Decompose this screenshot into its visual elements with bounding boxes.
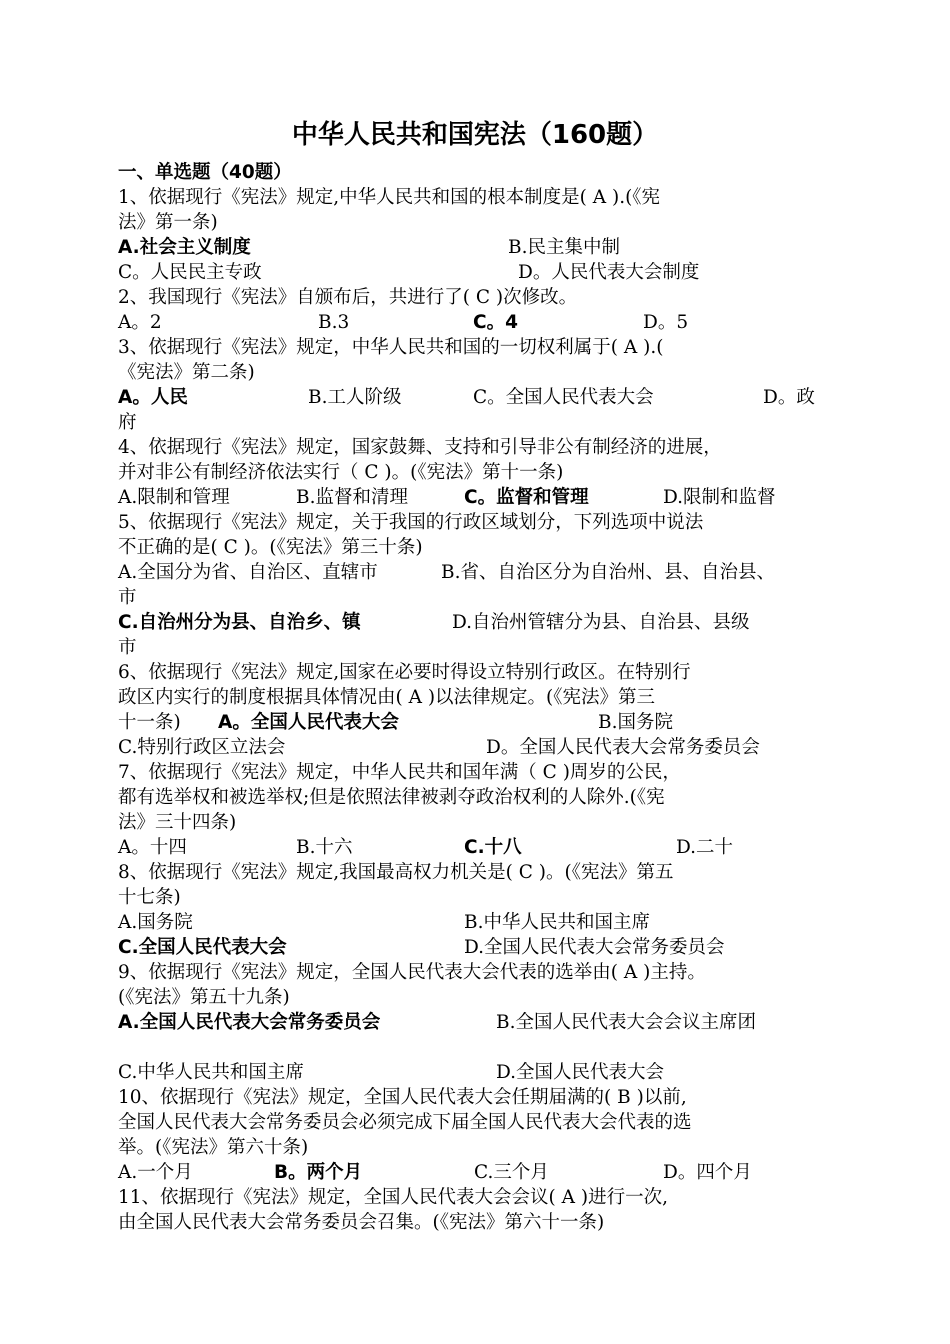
q8-option-a: A.国务院 [118,912,193,933]
q4-option-b: B.监督和清理 [296,487,408,508]
question-4-line-2: 并对非公有制经济依法实行（ C )。(《宪法》第十一条) [118,462,564,483]
question-7-line-1: 7、依据现行《宪法》规定，中华人民共和国年满（ C )周岁的公民， [118,762,681,783]
q4-option-c: C。监督和管理 [464,487,589,508]
question-6-line-1: 6、依据现行《宪法》规定,国家在必要时得设立特别行政区。在特别行 [118,662,691,683]
q5-option-b-wrap: 市 [118,587,137,608]
question-10-line-1: 10、依据现行《宪法》规定，全国人民代表大会任期届满的( B )以前, [118,1087,687,1108]
question-11-line-2: 由全国人民代表大会常务委员会召集。(《宪法》第六十一条) [118,1212,605,1233]
q1-option-a: A.社会主义制度 [118,237,251,258]
q8-option-c: C.全国人民代表大会 [118,937,287,958]
q3-option-c: C。全国人民代表大会 [473,387,654,408]
question-7-line-3: 法》三十四条) [118,812,237,833]
question-6-line-2: 政区内实行的制度根据具体情况由( A )以法律规定。(《宪法》第三 [118,687,656,708]
q10-option-a: A.一个月 [118,1162,193,1183]
q6-option-a: A。全国人民代表大会 [218,712,399,733]
question-7-line-2: 都有选举权和被选举权;但是依照法律被剥夺政治权利的人除外.(《宪 [118,787,665,808]
question-9-line-1: 9、依据现行《宪法》规定，全国人民代表大会代表的选举由( A )主持。 [118,962,706,983]
q2-option-b: B.3 [318,312,350,333]
q1-option-c: C。人民民主专政 [118,262,262,283]
q5-option-b: B.省、自治区分为自治州、县、自治县、 [441,562,775,583]
question-1-line-1: 1、依据现行《宪法》规定,中华人民共和国的根本制度是( A ).(《宪 [118,187,661,208]
question-6-line-3: 十一条) [118,712,181,733]
q4-option-d: D.限制和监督 [663,487,776,508]
q8-option-b: B.中华人民共和国主席 [464,912,650,933]
q3-option-d-wrap: 府 [118,412,137,433]
q9-option-b: B.全国人民代表大会会议主席团 [496,1012,756,1033]
q4-option-a: A.限制和管理 [118,487,230,508]
q9-option-c: C.中华人民共和国主席 [118,1062,304,1083]
page-title: 中华人民共和国宪法（160题） [291,120,659,150]
q10-option-b: B。两个月 [274,1162,363,1183]
q7-option-d: D.二十 [676,837,734,858]
q2-option-a: A。2 [118,312,162,333]
q5-option-d: D.自治州管辖分为县、自治县、县级 [452,612,750,633]
q9-option-a: A.全国人民代表大会常务委员会 [118,1012,381,1033]
q10-option-d: D。四个月 [663,1162,752,1183]
question-5-line-1: 5、依据现行《宪法》规定，关于我国的行政区域划分，下列选项中说法 [118,512,704,533]
q3-option-b: B.工人阶级 [308,387,402,408]
question-1-line-2: 法》第一条) [118,212,218,233]
question-9-line-2: (《宪法》第五十九条) [118,987,290,1008]
section-heading: 一、单选题（40题） [118,162,292,183]
q6-option-c: C.特别行政区立法会 [118,737,286,758]
question-2-line-1: 2、我国现行《宪法》自颁布后，共进行了( C )次修改。 [118,287,578,308]
question-5-line-2: 不正确的是( C )。(《宪法》第三十条) [118,537,423,558]
question-4-line-1: 4、依据现行《宪法》规定，国家鼓舞、支持和引导非公有制经济的进展， [118,437,722,458]
q3-option-a: A。人民 [118,387,188,408]
q7-option-b: B.十六 [296,837,353,858]
q5-option-d-wrap: 市 [118,637,137,658]
q8-option-d: D.全国人民代表大会常务委员会 [464,937,725,958]
q5-option-c: C.自治州分为县、自治乡、镇 [118,612,361,633]
q2-option-d: D。5 [643,312,689,333]
q1-option-d: D。人民代表大会制度 [518,262,700,283]
question-10-line-2: 全国人民代表大会常务委员会必须完成下届全国人民代表大会代表的选 [118,1112,692,1133]
question-11-line-1: 11、依据现行《宪法》规定，全国人民代表大会会议( A )进行一次, [118,1187,668,1208]
q1-option-b: B.民主集中制 [508,237,620,258]
question-8-line-2: 十七条) [118,887,181,908]
q5-option-a: A.全国分为省、自治区、直辖市 [118,562,378,583]
question-8-line-1: 8、依据现行《宪法》规定,我国最高权力机关是( C )。(《宪法》第五 [118,862,674,883]
q3-option-d: D。政 [763,387,815,408]
q7-option-c: C.十八 [464,837,522,858]
q10-option-c: C.三个月 [474,1162,549,1183]
question-3-line-2: 《宪法》第二条) [118,362,255,383]
q7-option-a: A。十四 [118,837,187,858]
question-3-line-1: 3、依据现行《宪法》规定，中华人民共和国的一切权利属于( A ).( [118,337,664,358]
q6-option-b: B.国务院 [598,712,673,733]
question-10-line-3: 举。(《宪法》第六十条) [118,1137,309,1158]
q2-option-c: C。4 [473,312,518,333]
q6-option-d: D。全国人民代表大会常务委员会 [486,737,760,758]
q9-option-d: D.全国人民代表大会 [496,1062,665,1083]
